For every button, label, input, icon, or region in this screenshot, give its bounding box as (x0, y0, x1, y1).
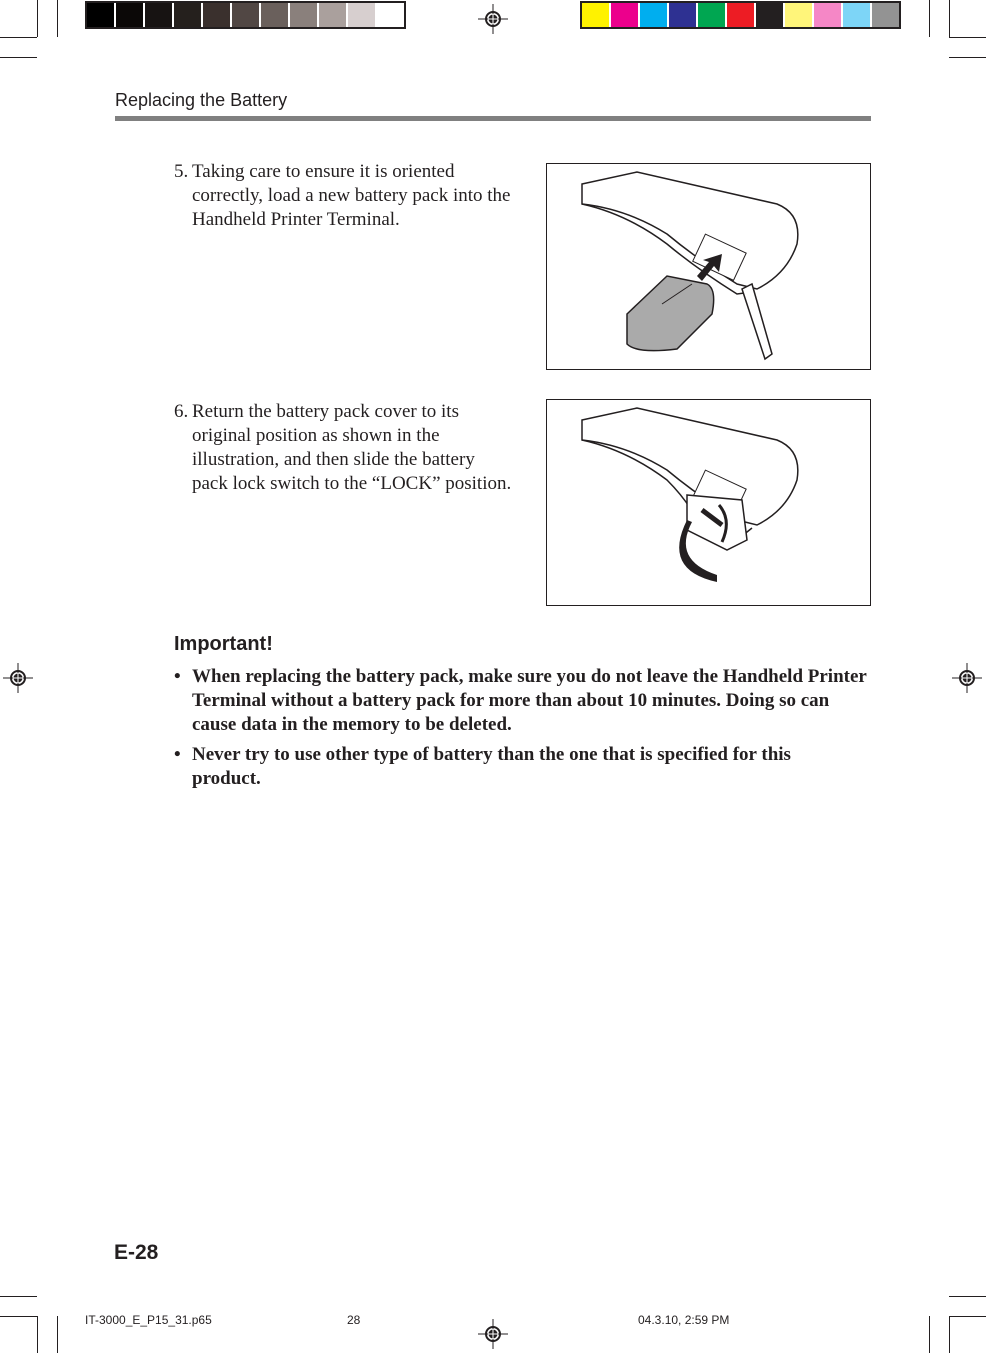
illustration-load-battery (546, 163, 871, 370)
color-swatch (611, 3, 638, 27)
color-swatch (727, 3, 754, 27)
color-swatch (814, 3, 841, 27)
step-number: 6. (174, 401, 189, 422)
bullet-text: When replacing the battery pack, make sure you do not leave the Handheld Printer Terminal without a battery pack for more than about 10 minutes. Doing so can cause data in the memory to be deleted. (192, 666, 867, 735)
crop-mark (57, 1316, 58, 1353)
color-swatch (698, 3, 725, 27)
crop-mark (0, 37, 37, 38)
registration-mark-icon (952, 663, 982, 693)
printer-cover-close-illustration (547, 400, 870, 605)
color-swatch (843, 3, 870, 27)
crop-mark (949, 1296, 986, 1297)
crop-mark (949, 1316, 950, 1353)
gray-calibration-bar (85, 1, 406, 29)
bullet-text: Never try to use other type of battery than the one that is specified for this product. (192, 744, 791, 789)
crop-mark (929, 1316, 930, 1353)
crop-mark (929, 0, 930, 37)
title-rule (115, 116, 871, 121)
registration-mark-icon (478, 1319, 508, 1349)
color-swatch (232, 3, 259, 27)
step-text: Taking care to ensure it is oriented correctly, load a new battery pack into the Handheld Printer Terminal. (192, 161, 511, 230)
crop-mark (949, 1316, 986, 1317)
color-swatch (669, 3, 696, 27)
crop-mark (0, 1296, 37, 1297)
printer-battery-load-illustration (547, 164, 870, 369)
footer-file: IT-3000_E_P15_31.p65 (85, 1313, 212, 1327)
step-5 (174, 160, 514, 232)
crop-mark (0, 57, 37, 58)
color-swatch (87, 3, 114, 27)
color-calibration-bar (580, 1, 901, 29)
crop-mark (57, 0, 58, 37)
footer-datetime: 04.3.10, 2:59 PM (638, 1313, 730, 1327)
important-bullet (174, 743, 834, 791)
color-swatch (261, 3, 288, 27)
step-6 (174, 400, 514, 496)
color-swatch (640, 3, 667, 27)
crop-mark (949, 0, 950, 37)
color-swatch (319, 3, 346, 27)
color-swatch (174, 3, 201, 27)
illustration-close-cover (546, 399, 871, 606)
color-swatch (203, 3, 230, 27)
color-swatch (377, 3, 404, 27)
crop-mark (37, 0, 38, 37)
color-swatch (756, 3, 783, 27)
crop-mark (0, 1316, 37, 1317)
bullet-icon: • (174, 744, 181, 765)
step-text: Return the battery pack cover to its original position as shown in the illustration, and then slide the battery pack lock switch to the “LOCK” position. (192, 401, 512, 494)
important-heading: Important! (174, 633, 273, 655)
registration-mark-icon (478, 4, 508, 34)
crop-mark (949, 37, 986, 38)
page-number: E-28 (114, 1241, 159, 1264)
color-swatch (872, 3, 899, 27)
step-number: 5. (174, 161, 189, 182)
crop-mark (949, 57, 986, 58)
color-swatch (582, 3, 609, 27)
crop-mark (37, 1316, 38, 1353)
important-bullet (174, 665, 874, 737)
color-swatch (348, 3, 375, 27)
bullet-icon: • (174, 666, 181, 687)
registration-mark-icon (3, 663, 33, 693)
color-swatch (145, 3, 172, 27)
color-swatch (116, 3, 143, 27)
footer-page: 28 (347, 1313, 361, 1327)
section-title: Replacing the Battery (115, 90, 288, 110)
color-swatch (785, 3, 812, 27)
color-swatch (290, 3, 317, 27)
